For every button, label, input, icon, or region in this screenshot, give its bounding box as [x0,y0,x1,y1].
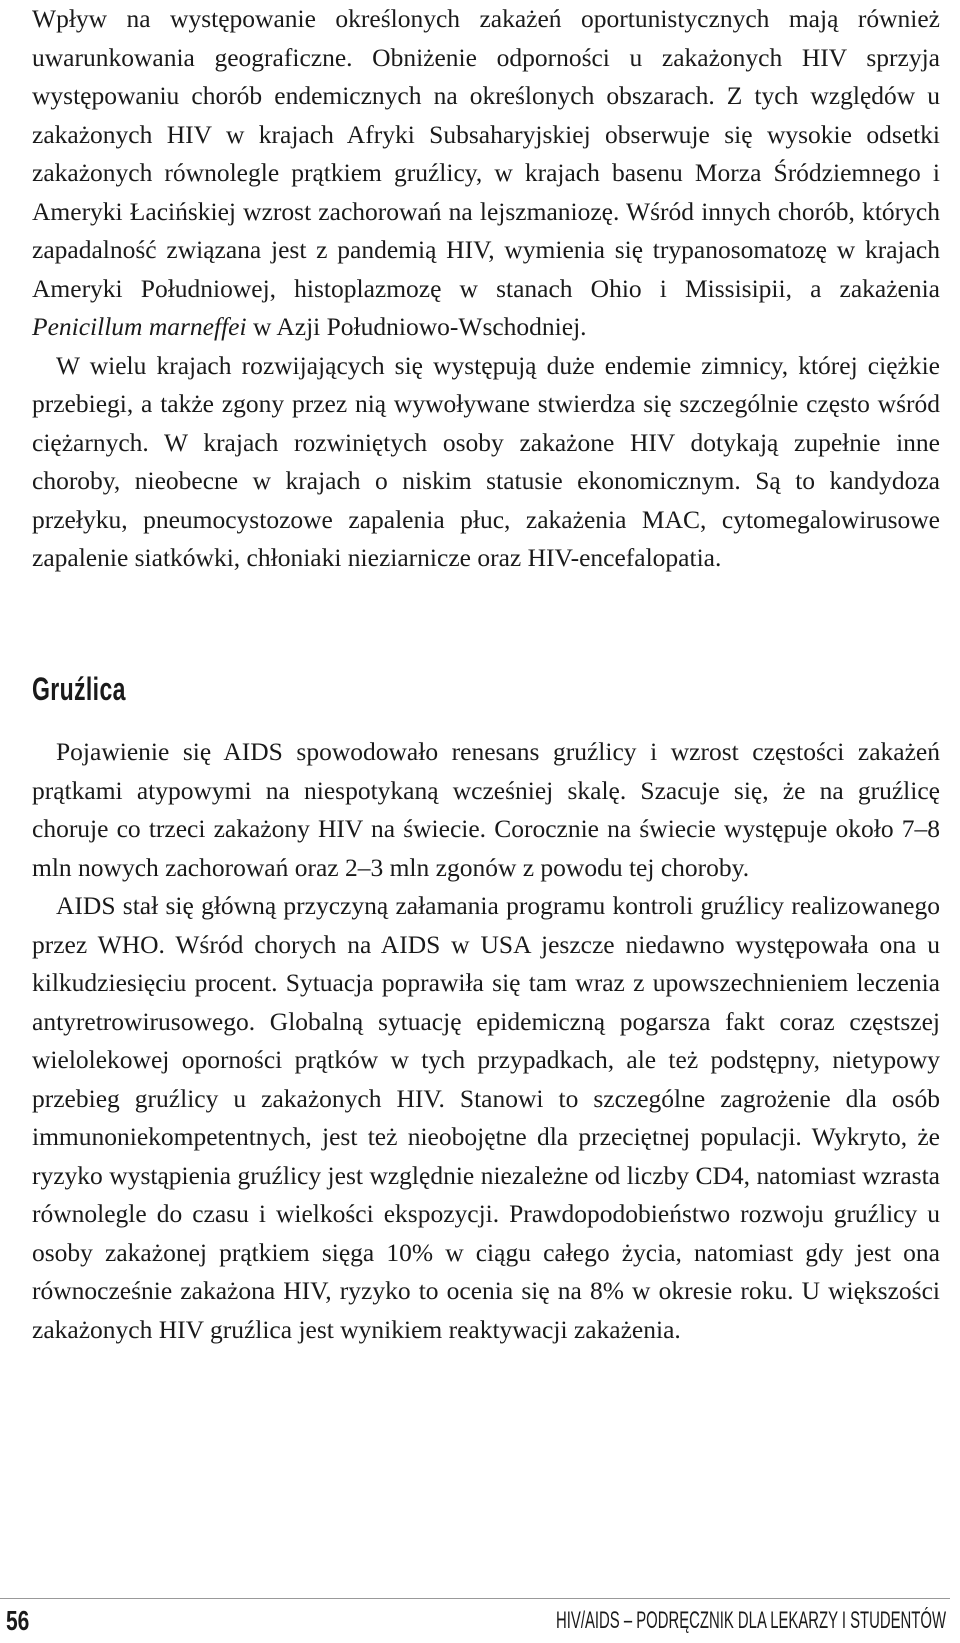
text-run: W wielu krajach rozwijających się występują duże endemie zimnicy, której ciężkie przebiegi, a także zgony przez nią wywoływane stwierdza się szczególnie często wśród ciężarnych. W krajach rozwiniętych osoby zakażone HIV dotykają zupełnie inne choroby, nieobecne w krajach o niskim statusie ekonomicznym. Są to kandydoza przełyku, pneumocystozowe zapalenia płuc, zakażenia MAC, cytomegalowirusowe zapalenie siatkówki, chłoniaki nieziarnicze oraz HIV-encefalopatia. [32,350,940,572]
italic-species-name: Penicillum marneffei [32,312,247,341]
paragraph [32,347,940,578]
text-run: Pojawienie się AIDS spowodowało renesans gruźlicy i wzrost częstości zakażeń prątkami atypowymi na niespotykaną wcześniej skalę. Szacuje się, że na gruźlicę choruje co trzeci zakażony HIV na świecie. Corocznie na świecie występuje około 7–8 mln nowych zachorowań oraz 2–3 mln zgonów z powodu tej choroby. [32,737,940,882]
text-run: w Azji Południowo-Wschodniej. [246,312,587,341]
footer-divider [0,1598,950,1599]
body-text-bottom [32,733,940,1349]
paragraph [32,887,940,1349]
paragraph [32,0,940,347]
text-run: AIDS stał się główną przyczyną załamania programu kontroli gruźlicy realizowanego przez WHO. Wśród chorych na AIDS w USA jeszcze niedawno występowała ona u kilkudziesięciu procent. Sytuacja poprawiła się tam wraz z upowszechnieniem leczenia antyretrowirusowego. Globalną sytuację epidemiczną pogarsza fakt coraz częstszej wielolekowej oporności prątków w tych przypadkach, ale też podstępny, nietypowy przebieg gruźlicy u zakażonych HIV. Stanowi to szczególne zagrożenie dla osób immunoniekompetentnych, jest też nieobojętne dla przeciętnej populacji. Wykryto, że ryzyko wystąpienia gruźlicy jest względnie niezależne od liczby CD4, natomiast wzrasta równolegle do czasu i wielkości ekspozycji. Prawdopodobieństwo rozwoju gruźlicy u osoby zakażonej prątkiem sięga 10% w ciągu całego życia, natomiast gdy jest ona równocześnie zakażona HIV, ryzyko to ocenia się na 8% w okresie roku. U większości zakażonych HIV gruźlica jest wynikiem reaktywacji zakażenia. [32,891,940,1344]
running-title: HIV/AIDS – PODRĘCZNIK DLA LEKARZY I STUDENTÓW [556,1607,946,1634]
text-run: Wpływ na występowanie określonych zakażeń oportunistycznych mają również uwarunkowania geograficzne. Obniżenie odporności u zakażonych HIV sprzyja występowaniu chorób endemicznych na określonych obszarach. Z tych względów u zakażonych HIV w krajach Afryki Subsaharyjskiej obserwuje się wysokie odsetki zakażonych równolegle prątkiem gruźlicy, w krajach basenu Morza Śródziemnego i Ameryki Łacińskiej wzrost zachorowań na lejszmaniozę. Wśród innych chorób, których zapadalność związana jest z pandemią HIV, wymienia się trypanosomatozę w krajach Ameryki Południowej, histoplazmozę w stanach Ohio i Missisipii, a zakażenia [32,4,940,303]
page-number: 56 [6,1605,30,1636]
section-heading: Gruźlica [32,671,126,707]
paragraph [32,733,940,887]
body-text-top [32,0,940,578]
